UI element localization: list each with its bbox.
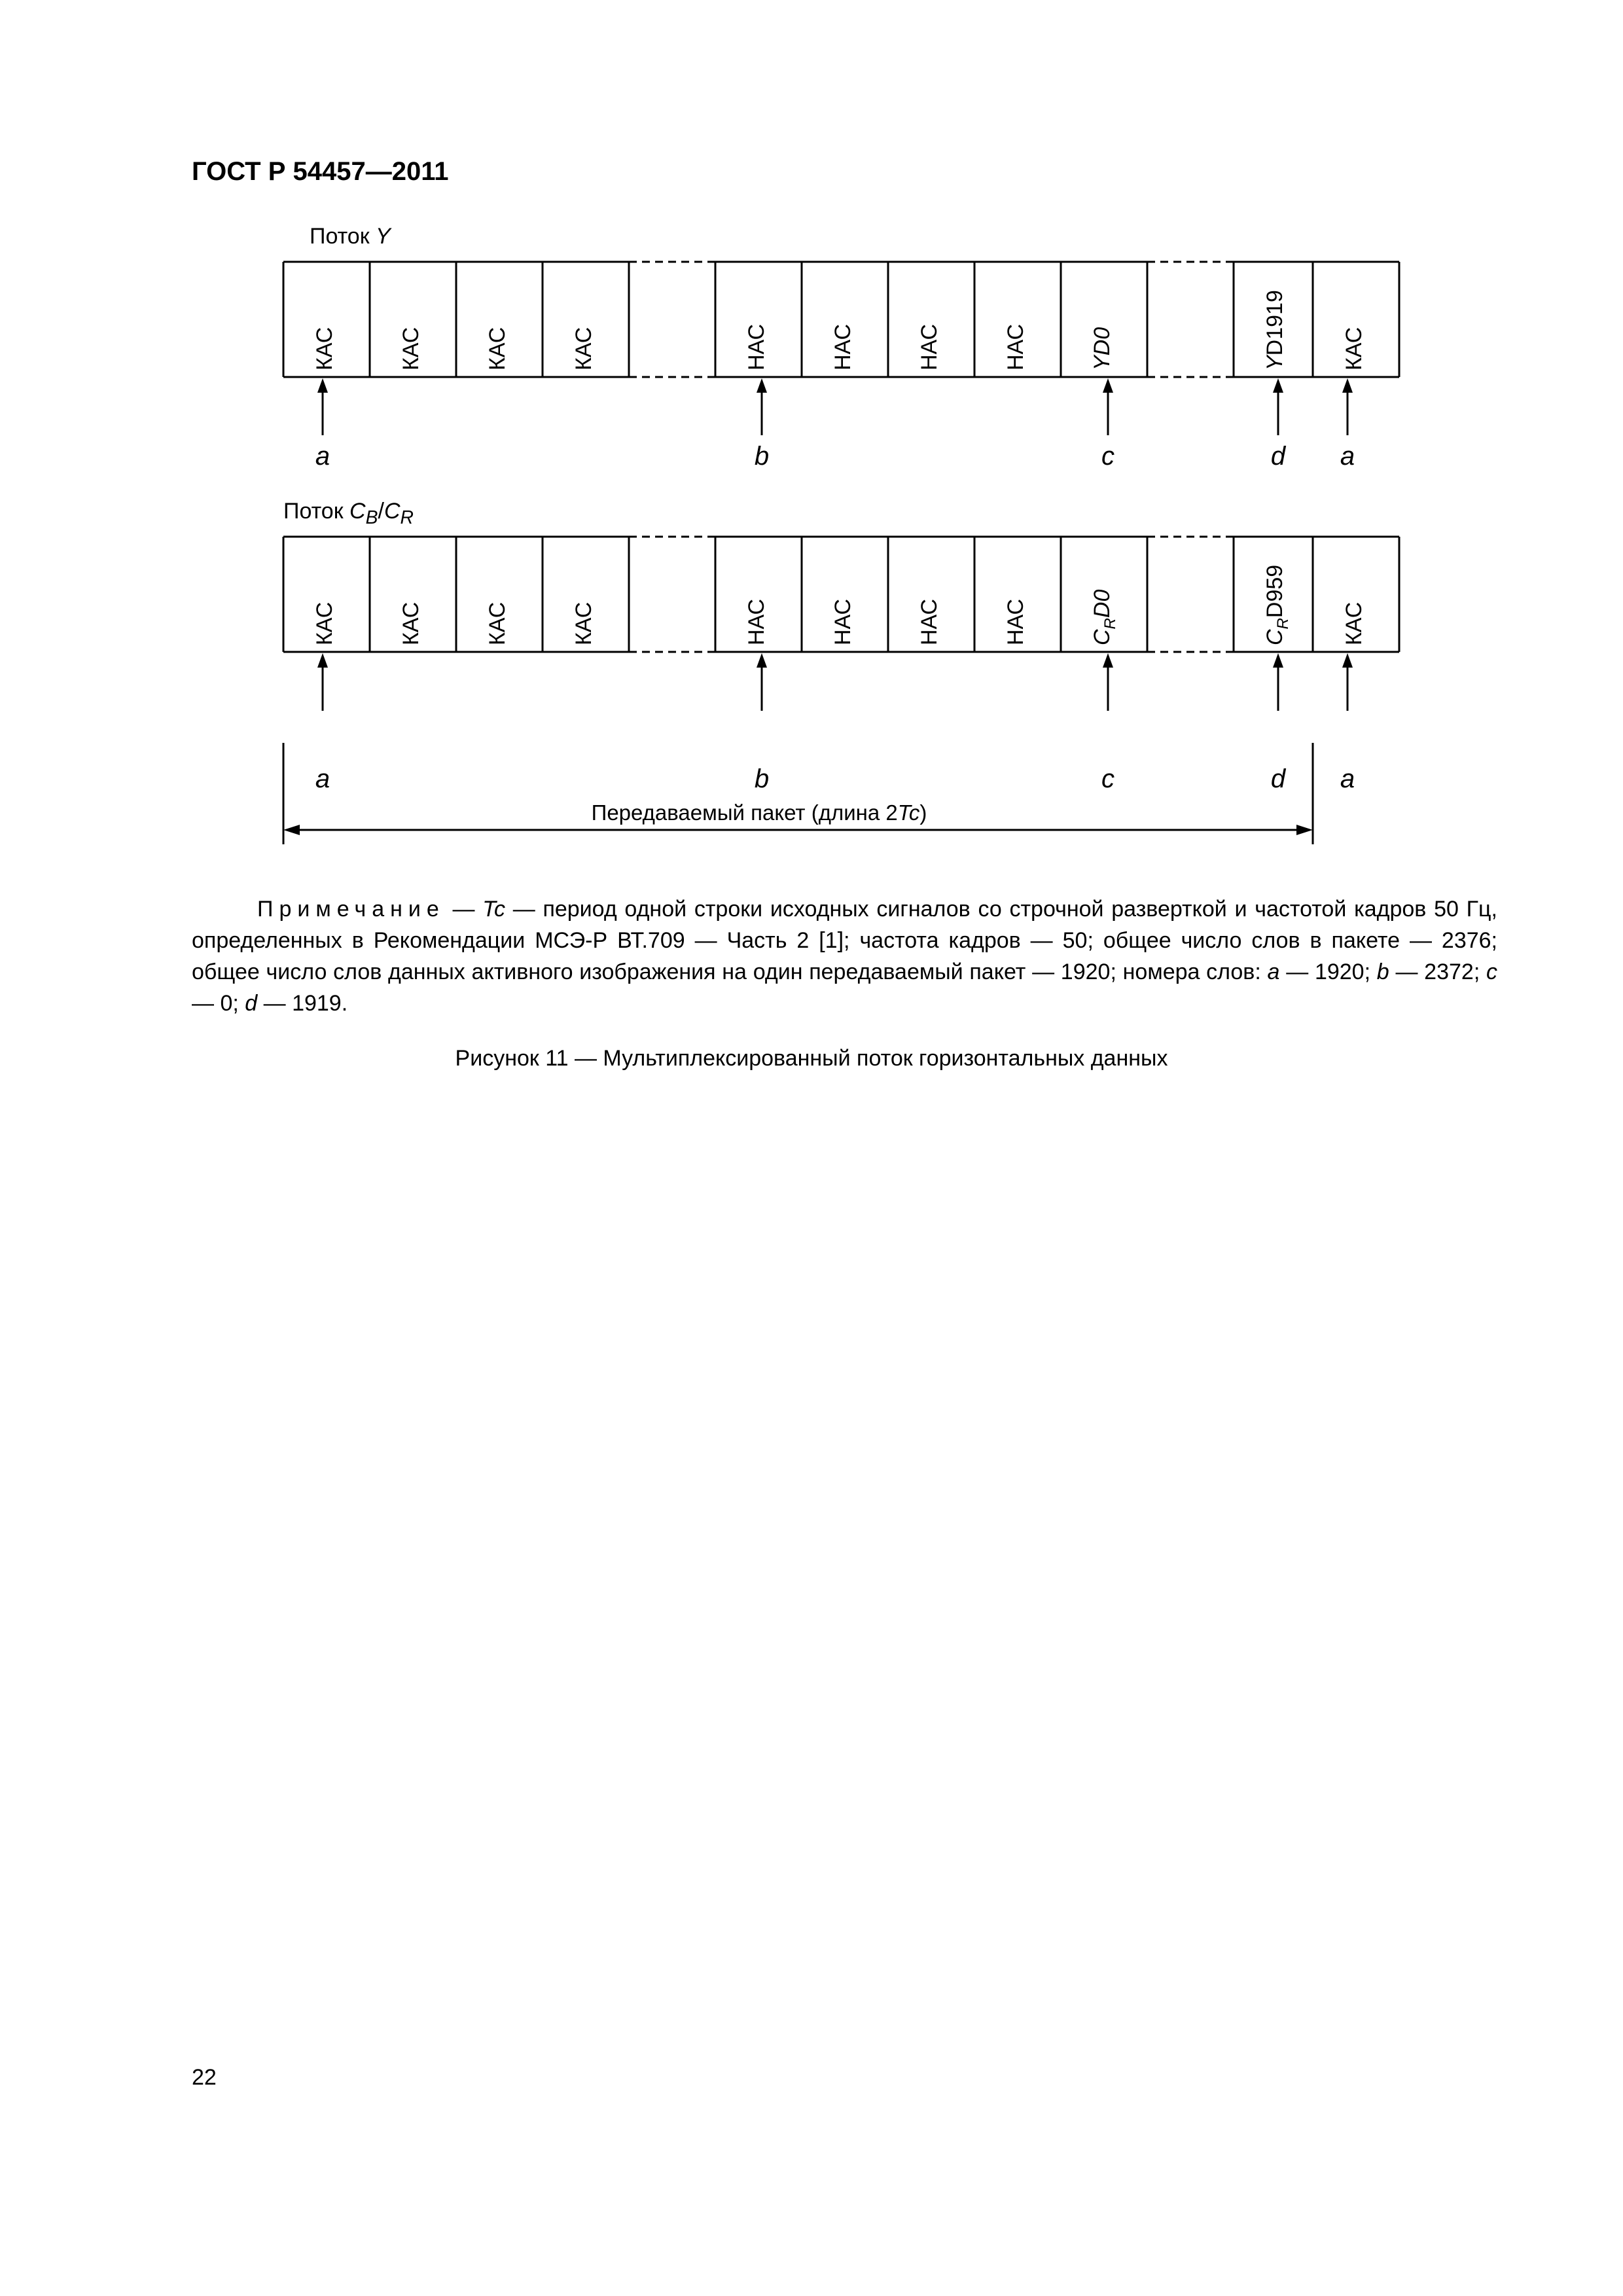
cell-label: КАС <box>485 327 510 370</box>
stream-cell <box>1061 262 1147 377</box>
cell-label: $C_RD0$ <box>1090 589 1119 645</box>
packet-arrow-right-head <box>1296 825 1313 835</box>
cell-label: YD1919 <box>1262 290 1287 370</box>
marker-label: b <box>754 764 770 793</box>
marker-arrow <box>1101 378 1115 471</box>
arrow-head <box>757 378 767 393</box>
stream-cell <box>283 262 370 377</box>
cell-label: НАС <box>744 323 769 370</box>
figure-caption: Рисунок 11 — Мультиплексированный поток горизонтальных данных <box>455 1046 1168 1071</box>
marker-label: d <box>1270 442 1286 471</box>
stream-cell <box>1147 262 1234 377</box>
stream-cell <box>1061 537 1147 652</box>
stream-cell <box>1147 537 1234 652</box>
cell-label: КАС <box>1342 601 1366 645</box>
stream-cell <box>629 537 715 652</box>
arrow-head <box>1342 378 1353 393</box>
stream-c <box>283 537 1399 793</box>
marker-arrow <box>755 653 769 793</box>
marker-label: d <box>1270 764 1286 793</box>
cell-label: НАС <box>917 323 942 370</box>
packet-arrow-left-head <box>283 825 300 835</box>
marker-label: a <box>315 764 330 793</box>
cell-label: НАС <box>744 598 769 645</box>
cell-label: КАС <box>571 327 596 370</box>
stream-cell <box>456 262 543 377</box>
marker-arrow <box>755 378 769 471</box>
page-number: 22 <box>192 2065 217 2090</box>
arrow-head <box>317 653 328 668</box>
stream-y <box>283 262 1399 471</box>
stream-cell <box>456 537 543 652</box>
cell-label: КАС <box>399 327 423 370</box>
marker-arrow <box>1340 653 1355 793</box>
cell-label: НАС <box>917 598 942 645</box>
stream-cell <box>1234 537 1313 652</box>
marker-arrow <box>1271 653 1287 793</box>
arrow-head <box>757 653 767 668</box>
cell-label: YD0 <box>1090 327 1115 370</box>
stream-cell <box>1313 537 1399 652</box>
stream-cell <box>888 537 974 652</box>
marker-label: a <box>315 442 330 471</box>
cell-label: КАС <box>399 601 423 645</box>
marker-label: b <box>754 442 770 471</box>
cell-label: КАС <box>312 327 337 370</box>
arrow-head <box>1103 378 1113 393</box>
cell-label: КАС <box>571 601 596 645</box>
marker-arrow <box>1340 378 1355 471</box>
stream-diagram <box>0 0 1623 916</box>
arrow-head <box>1342 653 1353 668</box>
marker-label: c <box>1101 442 1115 471</box>
stream-cell <box>629 262 715 377</box>
stream-cell <box>1234 262 1313 377</box>
arrow-head <box>1273 378 1283 393</box>
marker-label: c <box>1101 764 1115 793</box>
cell-label: НАС <box>1003 323 1028 370</box>
packet-span <box>283 743 1313 844</box>
stream-cell <box>283 537 370 652</box>
marker-arrow <box>1101 653 1115 793</box>
stream-cell <box>715 537 802 652</box>
cell-label: $C_RD959$ <box>1262 564 1292 645</box>
marker-arrow <box>315 653 330 793</box>
stream-cell <box>802 262 888 377</box>
stream-cell <box>370 537 456 652</box>
stream-cell <box>802 537 888 652</box>
stream-cell <box>715 262 802 377</box>
marker-arrow <box>315 378 330 471</box>
marker-arrow <box>1271 378 1287 471</box>
arrow-head <box>1103 653 1113 668</box>
stream-cell <box>888 262 974 377</box>
stream-cell <box>543 262 629 377</box>
stream-cell <box>974 537 1061 652</box>
stream-cell <box>1313 262 1399 377</box>
arrow-head <box>1273 653 1283 668</box>
packet-label: Передаваемый пакет (длина 2Tc) <box>591 800 927 825</box>
stream-cell <box>543 537 629 652</box>
cell-label: КАС <box>485 601 510 645</box>
stream-y-label: Поток Y <box>310 224 391 249</box>
stream-c-label: Поток $C_B/C_R$ <box>283 499 414 528</box>
cell-label: НАС <box>830 598 855 645</box>
figure-note: Примечание — Tc — период одной строки исходных сигналов со строчной разверткой и частотой кадров 50 Гц, определенных в Рекомендации МСЭ-Р ВТ.709 — Часть 2 [1]; частота кадров — 50; общее число слов в пакете — 2376; общее число слов данных активного изображения на один передаваемый пакет — 1920; номера слов: a — 1920; b — 2372; c — 0; d — 1919. <box>192 897 1498 1016</box>
cell-label: НАС <box>1003 598 1028 645</box>
stream-cell <box>370 262 456 377</box>
cell-label: НАС <box>830 323 855 370</box>
arrow-head <box>317 378 328 393</box>
cell-label: КАС <box>1342 327 1366 370</box>
cell-label: КАС <box>312 601 337 645</box>
multiplexed-stream-figure <box>0 0 1623 916</box>
marker-label: a <box>1340 764 1355 793</box>
stream-cell <box>974 262 1061 377</box>
marker-label: a <box>1340 442 1355 471</box>
document-header: ГОСТ Р 54457—2011 <box>192 157 449 186</box>
